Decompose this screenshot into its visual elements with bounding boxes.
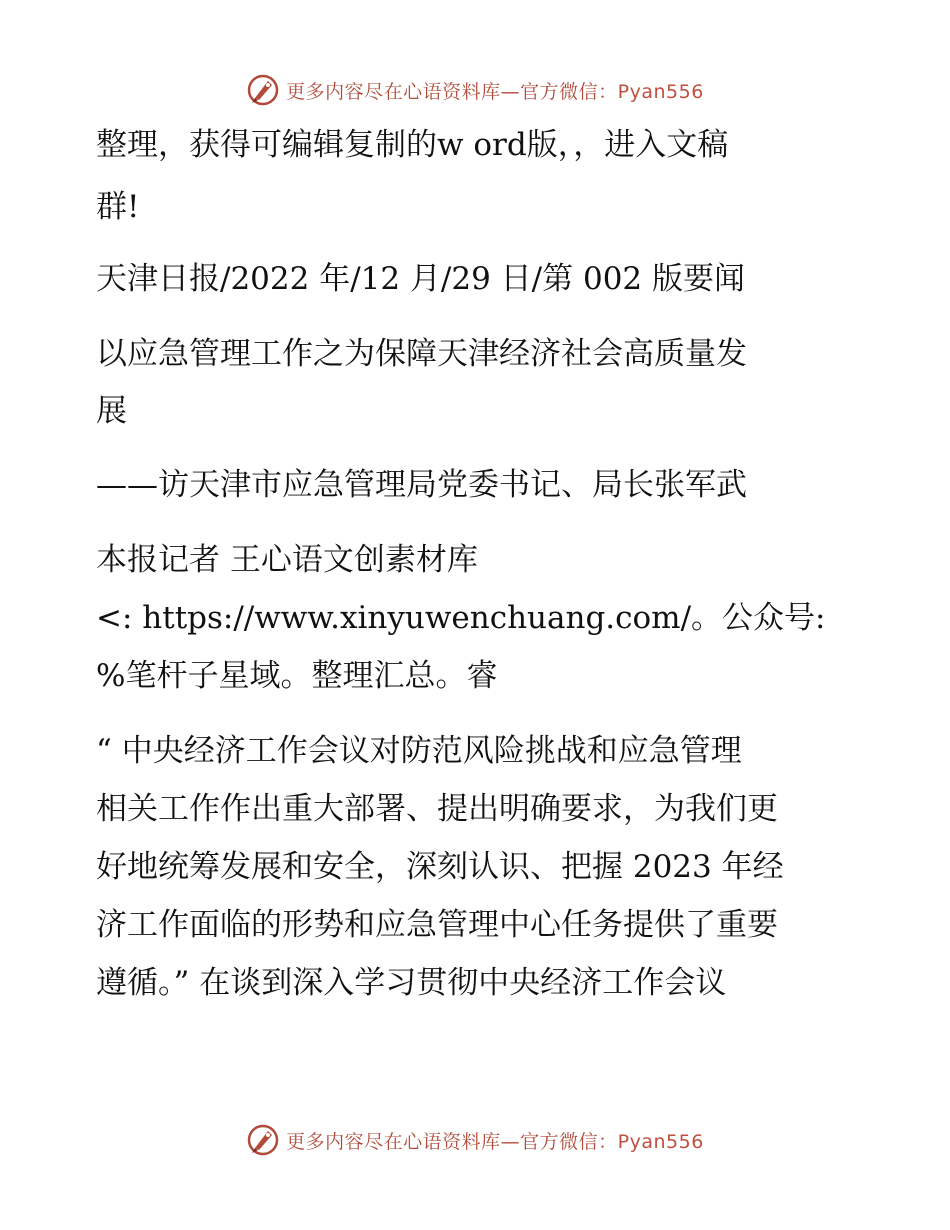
doc-line: 遵循。” 在谈到深入学习贯彻中央经济工作会议: [96, 965, 727, 1001]
doc-line: %笔杆子星域。整理汇总。睿: [96, 658, 498, 694]
footer-wechat-id: Pyan556: [617, 1130, 704, 1153]
pen-logo-icon: [246, 1123, 280, 1157]
doc-line: “ 中央经济工作会议对防范风险挑战和应急管理: [96, 733, 742, 769]
doc-line: 本报记者 王心语文创素材库: [96, 542, 478, 578]
doc-line: 济工作面临的形势和应急管理中心任务提供了重要: [96, 907, 778, 943]
doc-line: <: https://www.xinyuwenchuang.com/。公众号:: [96, 600, 826, 636]
doc-line: 天津日报/2022 年/12 月/29 日/第 002 版要闻: [96, 261, 746, 297]
doc-line: 以应急管理工作之为保障天津经济社会高质量发: [96, 336, 747, 372]
header-wechat-id: Pyan556: [617, 80, 704, 103]
doc-line: 好地统筹发展和安全，深刻认识、把握 2023 年经: [96, 849, 784, 885]
header-banner-text: 更多内容尽在心语资料库—官方微信：Pyan556: [286, 80, 704, 103]
doc-line: 群!: [96, 189, 140, 225]
doc-line: 整理，获得可编辑复制的w ord版，，进入文稿: [96, 127, 729, 163]
footer-banner-text: 更多内容尽在心语资料库—官方微信：Pyan556: [286, 1130, 704, 1153]
footer-banner: [0, 1120, 950, 1160]
doc-line: 展: [96, 393, 127, 429]
doc-line: 相关工作作出重大部署、提出明确要求，为我们更: [96, 791, 778, 827]
header-banner: [0, 70, 950, 110]
doc-line: ——访天津市应急管理局党委书记、局长张军武: [96, 467, 747, 503]
pen-logo-icon: [246, 73, 280, 107]
